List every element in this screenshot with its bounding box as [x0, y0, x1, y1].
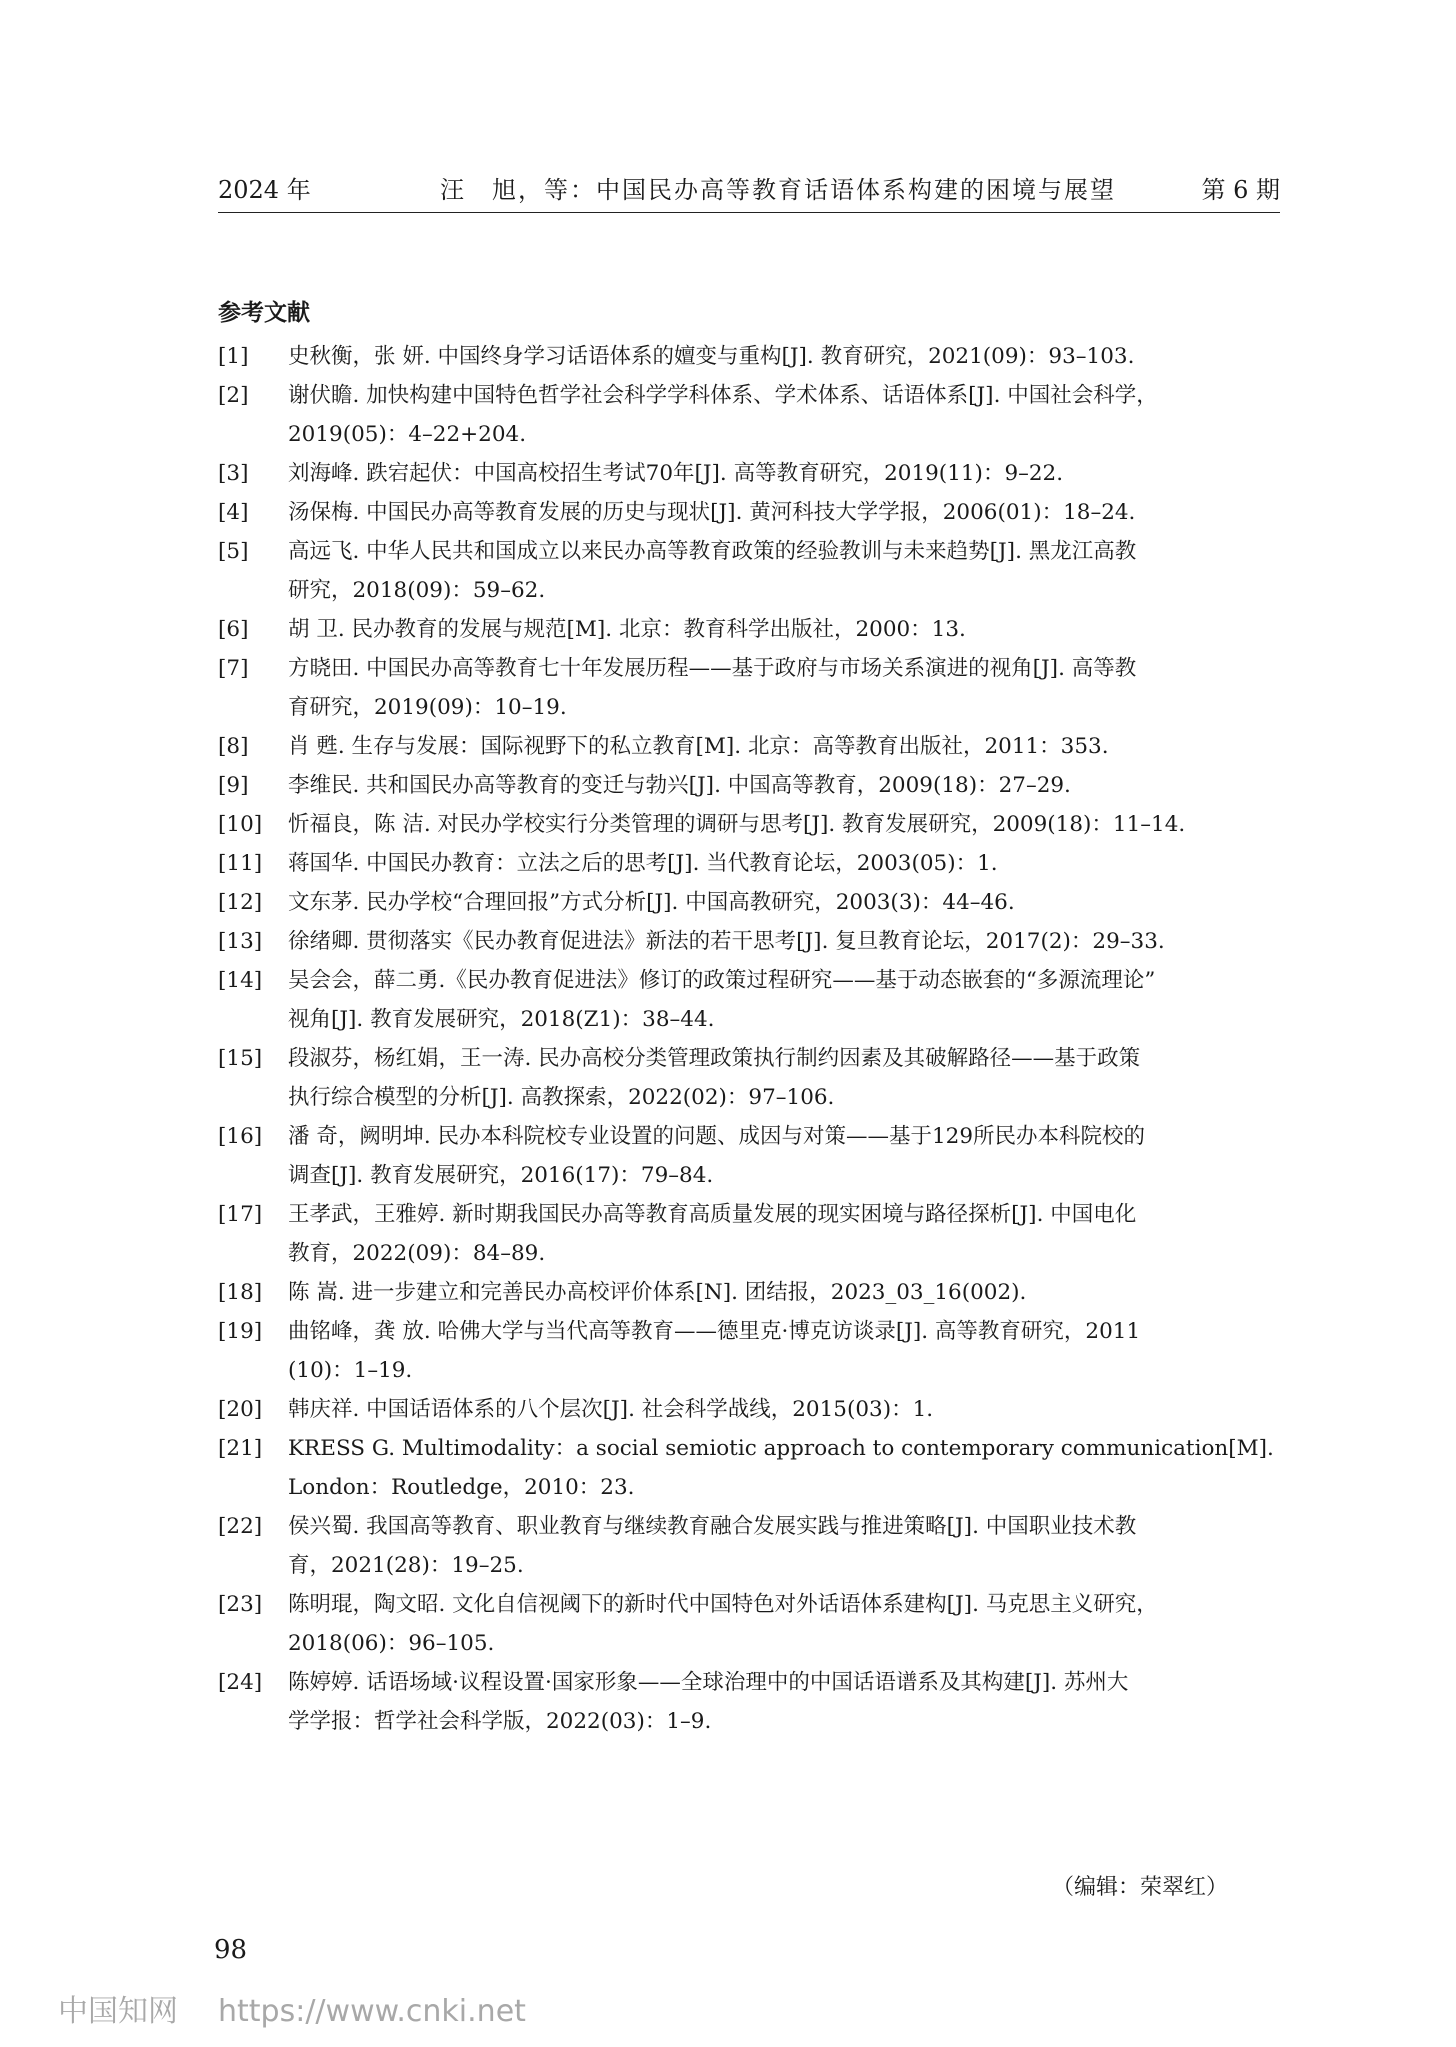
reference-text-line: 陈明琨，陶文昭. 文化自信视阈下的新时代中国特色对外话语体系建构[J]. 马克思主义研究， — [288, 1592, 1158, 1617]
reference-text-line: 教育，2022(09)：84–89. — [288, 1241, 546, 1266]
reference-item — [218, 1663, 1280, 1741]
reference-text-line: 胡 卫. 民办教育的发展与规范[M]. 北京：教育科学出版社，2000：13. — [288, 617, 966, 642]
reference-item — [218, 922, 1280, 961]
reference-number: [18] — [218, 1280, 263, 1305]
reference-number: [13] — [218, 929, 263, 954]
reference-number: [14] — [218, 968, 263, 993]
reference-number: [17] — [218, 1202, 263, 1227]
reference-text-line: 吴会会，薛二勇.《民办教育促进法》修订的政策过程研究——基于动态嵌套的“多源流理论” — [288, 968, 1156, 993]
reference-text-line: 韩庆祥. 中国话语体系的八个层次[J]. 社会科学战线，2015(03)：1. — [288, 1397, 934, 1422]
reference-number: [23] — [218, 1592, 263, 1617]
reference-number: [4] — [218, 500, 249, 525]
reference-number: [24] — [218, 1670, 263, 1695]
reference-item — [218, 766, 1280, 805]
reference-item — [218, 1585, 1280, 1663]
reference-text-line: 潘 奇，阙明坤. 民办本科院校专业设置的问题、成因与对策——基于129所民办本科院校的 — [288, 1124, 1146, 1149]
cnki-watermark — [58, 1986, 526, 2030]
reference-item — [218, 1507, 1280, 1585]
reference-text-line: 王孝武，王雅婷. 新时期我国民办高等教育高质量发展的现实困境与路径探析[J]. 中国电化 — [288, 1202, 1137, 1227]
reference-text-line: 学学报：哲学社会科学版，2022(03)：1–9. — [288, 1709, 712, 1734]
reference-item — [218, 610, 1280, 649]
reference-number: [9] — [218, 773, 249, 798]
reference-text-line: 李维民. 共和国民办高等教育的变迁与勃兴[J]. 中国高等教育，2009(18)：27–29. — [288, 773, 1071, 798]
reference-text-line: 高远飞. 中华人民共和国成立以来民办高等教育政策的经验教训与未来趋势[J]. 黑龙江高教 — [288, 539, 1137, 564]
reference-text-line: 育研究，2019(09)：10–19. — [288, 695, 567, 720]
watermark-site-name: 中国知网 — [58, 1994, 178, 2029]
reference-item — [218, 337, 1280, 376]
reference-text-line: 陈 嵩. 进一步建立和完善民办高校评价体系[N]. 团结报，2023_03_16(002). — [288, 1280, 1027, 1305]
reference-number: [2] — [218, 383, 249, 408]
reference-list — [218, 337, 1280, 1741]
reference-text-line: 陈婷婷. 话语场域·议程设置·国家形象——全球治理中的中国话语谱系及其构建[J]. 苏州大 — [288, 1670, 1129, 1695]
reference-text-line: 育，2021(28)：19–25. — [288, 1553, 524, 1578]
reference-item — [218, 493, 1280, 532]
references-heading: 参考文献 — [218, 300, 310, 326]
reference-text-line: 曲铭峰，龚 放. 哈佛大学与当代高等教育——德里克·博克访谈录[J]. 高等教育研究，2011 — [288, 1319, 1141, 1344]
header-year: 2024 年 — [218, 176, 311, 204]
reference-item — [218, 805, 1280, 844]
reference-item — [218, 649, 1280, 727]
reference-number: [21] — [218, 1436, 263, 1461]
page-number: 98 — [214, 1935, 248, 1965]
reference-item — [218, 1117, 1280, 1195]
reference-number: [20] — [218, 1397, 263, 1422]
reference-item — [218, 1039, 1280, 1117]
header-article-title: 汪 旭，等：中国民办高等教育话语体系构建的困境与展望 — [440, 176, 1116, 204]
reference-text-line: (10)：1–19. — [288, 1358, 413, 1383]
reference-text-line: 段淑芬，杨红娟，王一涛. 民办高校分类管理政策执行制约因素及其破解路径——基于政策 — [288, 1046, 1141, 1071]
reference-number: [5] — [218, 539, 249, 564]
reference-text-line: 文东茅. 民办学校“合理回报”方式分析[J]. 中国高教研究，2003(3)：44–46. — [288, 890, 1015, 915]
reference-text-line: 谢伏瞻. 加快构建中国特色哲学社会科学学科体系、学术体系、话语体系[J]. 中国社会科学， — [288, 383, 1158, 408]
reference-item — [218, 1429, 1280, 1507]
reference-number: [22] — [218, 1514, 263, 1539]
reference-text-line: 徐绪卿. 贯彻落实《民办教育促进法》新法的若干思考[J]. 复旦教育论坛，2017(2)：29–33. — [288, 929, 1165, 954]
reference-item — [218, 454, 1280, 493]
reference-item — [218, 376, 1280, 454]
reference-item — [218, 844, 1280, 883]
reference-item — [218, 1195, 1280, 1273]
reference-number: [12] — [218, 890, 263, 915]
reference-item — [218, 1390, 1280, 1429]
reference-text-line: 视角[J]. 教育发展研究，2018(Z1)：38–44. — [288, 1007, 715, 1032]
reference-number: [11] — [218, 851, 263, 876]
reference-number: [8] — [218, 734, 249, 759]
reference-text-line: 蒋国华. 中国民办教育：立法之后的思考[J]. 当代教育论坛，2003(05)：1. — [288, 851, 998, 876]
reference-text-line: 史秋衡，张 妍. 中国终身学习话语体系的嬗变与重构[J]. 教育研究，2021(09)：93–103. — [288, 344, 1135, 369]
reference-item — [218, 532, 1280, 610]
reference-item — [218, 1312, 1280, 1390]
reference-text-line: 刘海峰. 跌宕起伏：中国高校招生考试70年[J]. 高等教育研究，2019(11)：9–22. — [288, 461, 1064, 486]
reference-text-line: 忻福良，陈 洁. 对民办学校实行分类管理的调研与思考[J]. 教育发展研究，2009(18)：11–14. — [288, 812, 1186, 837]
reference-text-line: 研究，2018(09)：59–62. — [288, 578, 546, 603]
reference-text-line: 侯兴蜀. 我国高等教育、职业教育与继续教育融合发展实践与推进策略[J]. 中国职业技术教 — [288, 1514, 1137, 1539]
reference-number: [15] — [218, 1046, 263, 1071]
reference-number: [7] — [218, 656, 249, 681]
reference-text-line: 2019(05)：4–22+204. — [288, 422, 527, 447]
reference-text-line: 2018(06)：96–105. — [288, 1631, 495, 1656]
reference-item — [218, 1273, 1280, 1312]
reference-number: [1] — [218, 344, 249, 369]
running-header — [218, 172, 1280, 213]
reference-number: [6] — [218, 617, 249, 642]
reference-text-line: 执行综合模型的分析[J]. 高教探索，2022(02)：97–106. — [288, 1085, 835, 1110]
reference-item — [218, 961, 1280, 1039]
reference-number: [10] — [218, 812, 263, 837]
reference-text-line: 汤保梅. 中国民办高等教育发展的历史与现状[J]. 黄河科技大学学报，2006(01)：18–24. — [288, 500, 1136, 525]
header-issue: 第 6 期 — [1201, 176, 1280, 204]
reference-item — [218, 727, 1280, 766]
reference-text-line: 方晓田. 中国民办高等教育七十年发展历程——基于政府与市场关系演进的视角[J]. 高等教 — [288, 656, 1137, 681]
reference-number: [16] — [218, 1124, 263, 1149]
watermark-url: https://www.cnki.net — [218, 1994, 526, 2029]
reference-text-line: KRESS G. Multimodality：a social semiotic approach to contemporary communication[M]. — [288, 1436, 1274, 1461]
editor-note: （编辑：荣翠红） — [1051, 1875, 1228, 1900]
reference-text-line: London：Routledge，2010：23. — [288, 1475, 635, 1500]
reference-item — [218, 883, 1280, 922]
reference-text-line: 调查[J]. 教育发展研究，2016(17)：79–84. — [288, 1163, 714, 1188]
reference-number: [3] — [218, 461, 249, 486]
reference-text-line: 肖 甦. 生存与发展：国际视野下的私立教育[M]. 北京：高等教育出版社，2011：353. — [288, 734, 1109, 759]
reference-number: [19] — [218, 1319, 263, 1344]
